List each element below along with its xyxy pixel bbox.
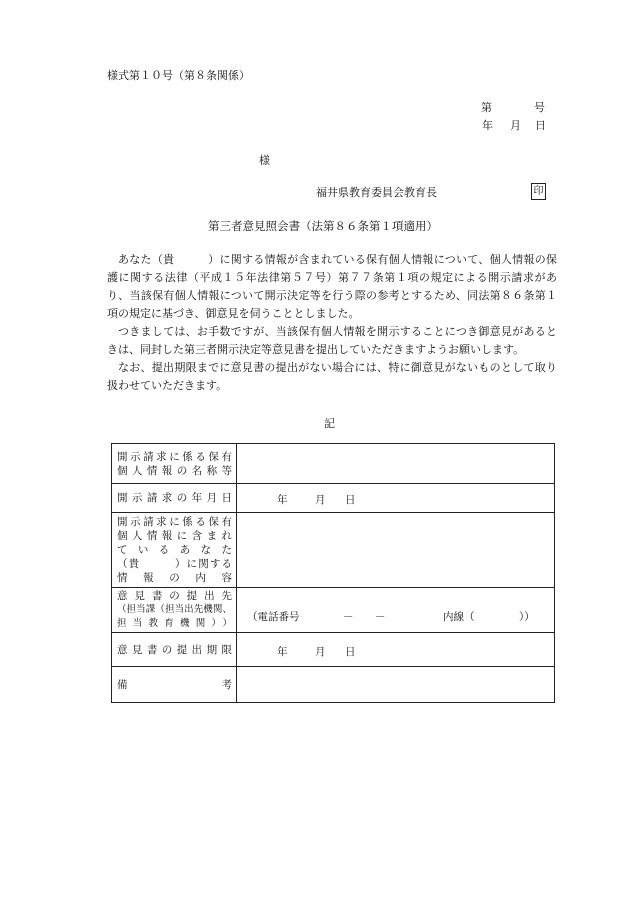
- date-day: 日: [535, 119, 546, 132]
- body-text: [107, 251, 557, 395]
- deadline-value[interactable]: [237, 633, 555, 667]
- ki-heading: 記: [324, 417, 335, 430]
- row-label-submission-to: [112, 588, 237, 633]
- label-line: 開示請求に係る保有: [117, 516, 232, 528]
- date-month: 月: [510, 119, 521, 132]
- submission-to-value[interactable]: [237, 588, 555, 633]
- remarks-value[interactable]: [237, 667, 555, 703]
- month-label: 月: [315, 646, 326, 658]
- table-row: [112, 484, 555, 513]
- paragraph: あなた（貴 ）に関する情報が含まれている保有個人情報について、個人情報の保護に関する法律（平成１５年法律第５７号）第７７条第１項の規定による開示請求があり、当該保有個人情報について開示決定等を行う際の参考とするため、同法第８６条第１項の規定に基づき、御意見を伺うこととしました。: [107, 253, 557, 320]
- label-line: 意見書の提出先: [117, 590, 232, 602]
- year-label: 年: [277, 494, 288, 506]
- table-row: [112, 667, 555, 703]
- label-line: 情報の内容: [117, 572, 232, 584]
- ext-label: 内線（: [443, 611, 475, 623]
- inquiry-table: [111, 443, 555, 703]
- info-name-value[interactable]: [237, 444, 555, 484]
- table-row: [112, 588, 555, 633]
- date-year: 年: [482, 119, 493, 132]
- day-label: 日: [345, 646, 356, 658]
- label-line: ているあなた: [117, 544, 232, 556]
- table-row: [112, 633, 555, 667]
- row-label-request-date: [112, 484, 237, 513]
- label-line: 担当教育機関））: [117, 618, 232, 629]
- addressee: 様: [259, 154, 270, 167]
- label-line: 個人情報の名称等: [117, 464, 232, 477]
- day-label: 日: [345, 494, 356, 506]
- seal-stamp: 印: [531, 183, 546, 200]
- number-prefix: 第: [481, 101, 492, 114]
- label-line: （担当課（担当出先機関、: [117, 604, 232, 615]
- row-label-remarks: [112, 667, 237, 703]
- tel-dash: －: [375, 611, 386, 623]
- form-number: 様式第１０号（第８条関係）: [107, 69, 250, 82]
- number-suffix: 号: [534, 101, 545, 114]
- label-line: 開示請求の年月日: [117, 492, 232, 504]
- month-label: 月: [315, 494, 326, 506]
- request-date-value[interactable]: [237, 484, 555, 513]
- document-title: 第三者意見照会書（法第８６条第１項適用）: [208, 219, 438, 233]
- tel-dash: －: [343, 611, 354, 623]
- info-content-value[interactable]: [237, 513, 555, 588]
- close-paren: ））: [519, 611, 535, 623]
- paragraph: つきましては、お手数ですが、当該保有個人情報を開示することにつき御意見があるときは、同封した第三者開示決定等意見書を提出していただきますようお願いします。: [107, 325, 557, 356]
- row-label-info-name: [112, 444, 237, 484]
- paragraph: なお、提出期限までに意見書の提出がない場合には、特に御意見がないものとして取り扱わせていただきます。: [107, 361, 557, 392]
- row-label-info-content: [112, 513, 237, 588]
- label-line: 開示請求に係る保有: [117, 450, 232, 463]
- table-row: [112, 444, 555, 484]
- label-line: 備考: [117, 678, 232, 691]
- tel-label: （電話番号: [247, 611, 300, 623]
- issuer: 福井県教育委員会教育長: [316, 186, 437, 199]
- table-row: [112, 513, 555, 588]
- year-label: 年: [277, 646, 288, 658]
- label-line: 意見書の提出期限: [117, 643, 232, 656]
- label-line: 個人情報に含まれ: [117, 530, 232, 542]
- row-label-deadline: [112, 633, 237, 667]
- label-line: （貴 ）に関する: [117, 558, 232, 570]
